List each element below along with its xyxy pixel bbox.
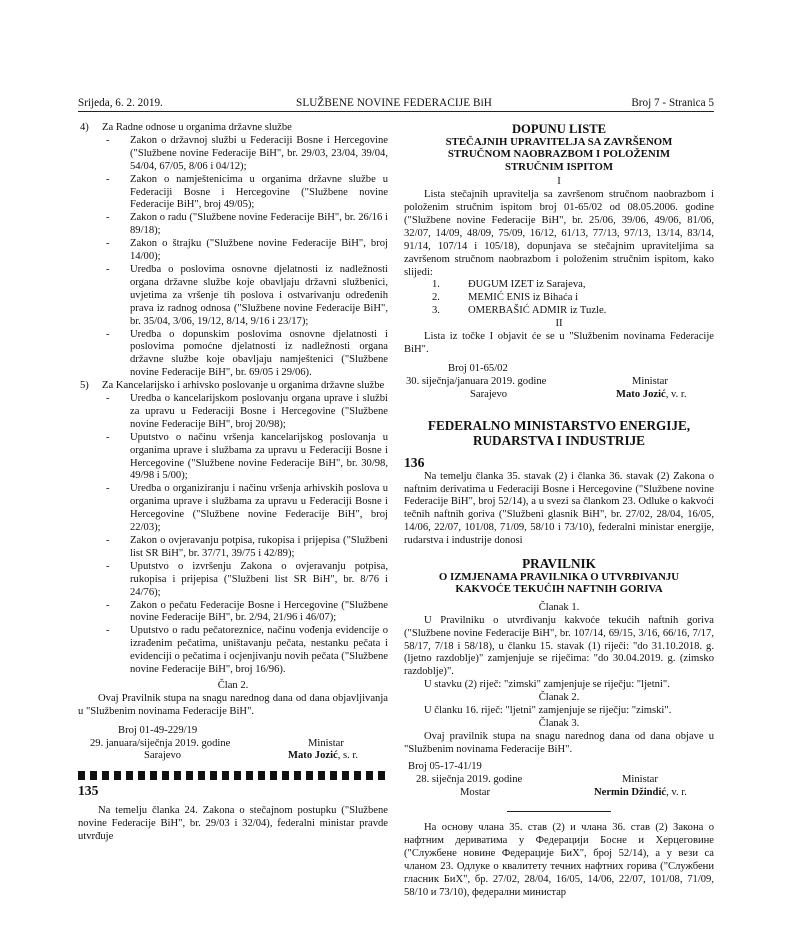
language-separator	[507, 811, 611, 812]
decision-number-136: 136	[404, 454, 425, 470]
decision-number: Broj 01-49-229/19	[118, 724, 198, 736]
clanak-3-title: Članak 3.	[538, 718, 580, 729]
decision-136-intro: Na temelju članka 35. stavak (2) i članka 36. stavak (2) Zakona o naftnim derivatima u Federaciji Bosne i Hercegovine ("Službene novine Federacije BiH", broj 52/14), a u svezi sa člankom 23. Odluke o kakvoći tečnih naftnih goriva ("Službeni glasnik BiH", br. 27/02, 28/04, 16/05, 14/06, 22/07, 101/08, 71/09, 58/10 i 73/10), federalni ministar energije, rudarstva i industrije donosi	[404, 470, 714, 547]
signature-line-2	[404, 787, 714, 800]
cyrillic-intro: На основу члана 35. став (2) и члана 36. став (2) Закона о нафтним дериватима у Федерацији Босне и Херцеговине ("Службене новине Федерације БиХ", број 52/14), а у вези са чланом 23. Одлуке о квалитету течних нафтних горива ("Службени гласник БиХ", бр. 27/02, 28/04, 16/05, 14/06, 22/07, 101/08, 71/09, 58/10 и 73/10), федерални министар	[404, 822, 714, 898]
header-date: Srijeda, 6. 2. 2019.	[78, 97, 163, 109]
header-publication: SLUŽBENE NOVINE FEDERACIJE BiH	[296, 97, 492, 109]
roman-numeral-2: II	[555, 318, 563, 330]
list-item: - Uredba o poslovima osnovne djelatnosti iz nadležnosti organa državne službe koje obavljaju državni službenici, uvjetima za vršenje tih poslova i ostvarivanju određenih prava iz radnog odnosa ("Službene novine Federacije BiH", br. 35/04, 3/06, 19/12, 8/14, 9/16 i 23/17);	[106, 263, 388, 327]
section-4-title: Za Radne odnose u organima državne službe	[102, 122, 292, 133]
pravilnik-subtitle: O IZMJENAMA PRAVILNIKA O UTVRĐIVANJU KAKVOĆE TEKUĆIH NAFTNIH GORIVA	[438, 571, 680, 596]
minister-signature: Mato Jozić, s. r.	[288, 750, 359, 762]
section-5	[78, 380, 388, 393]
list-item: - Zakon o radu ("Službene novine Federacije BiH", br. 26/16 i 89/18);	[106, 212, 388, 237]
list-item: 1. ĐUGUM IZET iz Sarajeva,	[432, 279, 586, 291]
signature-line-1	[78, 738, 388, 751]
minister-signature: Mato Jozić, v. r.	[616, 388, 687, 400]
list-item: - Zakon o pečatu Federacije Bosne i Hercegovine ("Službene novine Federacije BiH", br. 2/94, 21/96 i 46/07);	[106, 599, 388, 624]
list-item: - Zakon o ovjeravanju potpisa, rukopisa i prijepisa ("Službeni list SR BiH", br. 37/71, 39/75 i 42/89);	[106, 535, 388, 559]
minister-label: Ministar	[622, 773, 658, 785]
ministry-heading: FEDERALNO MINISTARSTVO ENERGIJE, RUDARSTVA I INDUSTRIJE	[427, 417, 691, 448]
pravilnik-place: Mostar	[460, 786, 491, 798]
section-4	[78, 122, 388, 135]
list-item: - Uputstvo o radu pečatoreznice, načinu vođenja evidencije o izrađenim pečatima, uništavanju pečata, nestanku pečata i evidenciji o pečatima i ocjenjivanju novih pečata ("Službene novine Federacije BiH", broj 16/96).	[106, 625, 388, 676]
minister-signature: Nermin Džindić, v. r.	[594, 786, 687, 798]
list-item: - Uredba o kancelarijskom poslovanju organa uprave i službi za upravu u Federaciji Bosne i Hercegovine ("Službene novine Federacije BiH", broj 20/98);	[106, 393, 388, 430]
list-item: - Uputstvo o načinu vršenja kancelarijskog poslovanja u organima uprave i službama za upravu u Federaciji Bosne i Hercegovine ("Službene novine Federacije BiH", br. 30/98, 49/98 i 5/00);	[106, 431, 388, 482]
list-item: 2. MEMIĆ ENIS iz Bihaća i	[432, 292, 579, 304]
decision-place: Sarajevo	[144, 750, 182, 762]
clan-2-text: Ovaj Pravilnik stupa na snagu narednog dana od dana objavljivanja u "Službenim novinama Federacije BiH".	[78, 692, 388, 717]
pravilnik-title: PRAVILNIK	[522, 556, 596, 572]
decision-135-intro: Na temelju članka 24. Zakona o stečajnom postupku ("Službene novine Federacije BiH", br. 29/03 i 32/04), federalni ministar pravde utvrđuje	[78, 805, 388, 843]
section-4-number: 4)	[80, 122, 89, 133]
header-rule	[78, 111, 714, 112]
list-item: - Uputstvo o izvršenju Zakona o ovjeravanju potpisa, rukopisa i prijepisa ("Službeni list SR BiH", br. 8/76 i 24/76);	[106, 560, 388, 598]
list-decision-number: Broj 01-65/02	[448, 362, 508, 374]
signature-line-1	[404, 774, 714, 787]
signature-line-2	[404, 389, 714, 402]
list-item: - Zakon o državnoj službi u Federaciji Bosne i Hercegovine ("Službene novine Federacije BiH", br. 29/03, 23/04, 39/04, 54/04, 67/05, 8/06 i 04/12);	[106, 134, 388, 172]
clanak-3-text: Ovaj pravilnik stupa na snagu narednog dana od dana objave u "Službenim novinama Federacije BiH".	[404, 730, 714, 755]
roman-numeral-1: I	[557, 176, 561, 188]
list-paragraph-2: Lista iz točke I objavit će se u "Službenim novinama Federacije BiH".	[404, 331, 714, 355]
document-page	[78, 96, 714, 938]
minister-label: Ministar	[308, 737, 344, 749]
header-page-number: Broj 7 - Stranica 5	[631, 97, 714, 109]
section-5-number: 5)	[80, 380, 89, 392]
list-item: 3. OMERBAŠIĆ ADMIR iz Tuzle.	[432, 305, 607, 317]
list-item: - Uredba o dopunskim poslovima osnovne djelatnosti i poslovima pomoćne djelatnosti iz nadležnosti organa državne službe koje obavljaju namještenici ("Službene novine Federacije BiH", br. 69/05 i 29/06).	[106, 328, 388, 379]
clanak-1-text: U Pravilniku o utvrđivanju kakvoće tekućih naftnih goriva ("Službene novine Federacije BiH", br. 107/14, 69/15, 3/16, 66/16, 7/17, 58/17, 7/18 i 58/18), u članku 15. stavak (1) riječi: "do 31.10.2018. g. (ljetno razdoblje)" zamjenjuje se riječima: "do 30.04.2019. g. (zimsko razdoblje)".	[404, 614, 714, 678]
section-5-title: Za Kancelarijsko i arhivsko poslovanje u organima državne službe	[102, 380, 385, 392]
clanak-1-text-2: U stavku (2) riječ: "zimski" zamjenjuje se riječju: "ljetni".	[424, 679, 670, 691]
clan-2-title: Član 2.	[217, 679, 249, 691]
decision-number-135: 135	[78, 783, 99, 799]
list-item: - Uredba o organiziranju i načinu vršenja arhivskih poslova u organima uprave i službama za upravu u Federaciji Bosne i Hercegovine ("Službene novine Federacije BiH", broj 22/03);	[106, 483, 388, 534]
section-separator	[78, 771, 388, 780]
signature-line-1	[404, 376, 714, 389]
signature-line-2	[78, 750, 388, 763]
list-paragraph-1: Lista stečajnih upravitelja sa završenom stručnom naobrazbom i položenim stručnim ispitom broj 01-65/02 od 08.05.2006. godine ("Službene novine Federacije BiH", br. 25/06, 39/06, 49/06, 81/06, 32/07, 14/09, 48/09, 75/09, 16/12, 61/13, 77/13, 97/13, 13/14, 83/14, 91/14, 107/14 i 105/18), dopunjava se stečajnim upraviteljima sa završenom stručnom naobrazbom i položenim stručnim ispitom, kako slijedi:	[404, 189, 714, 278]
minister-label: Ministar	[632, 375, 668, 387]
clanak-2-title: Članak 2.	[538, 692, 580, 704]
list-item: - Zakon o štrajku ("Službene novine Federacije BiH", broj 14/00);	[106, 238, 388, 263]
list-decision-date: 30. siječnja/januara 2019. godine	[406, 375, 547, 387]
clanak-1-title: Članak 1.	[538, 601, 580, 613]
list-subheading: STEČAJNIH UPRAVITELJA SA ZAVRŠENOM STRUČNOM NAOBRAZBOM I POLOŽENIM STRUČNIM ISPITOM	[445, 136, 673, 173]
right-column	[404, 122, 714, 900]
page-header	[78, 96, 714, 112]
pravilnik-number: Broj 05-17-41/19	[408, 760, 482, 772]
clanak-2-text: U članku 16. riječ: "ljetni" zamjenjuje se riječju: "zimski".	[424, 705, 672, 717]
list-heading: DOPUNU LISTE	[511, 122, 607, 136]
list-decision-place: Sarajevo	[470, 388, 508, 400]
list-item: - Zakon o namještenicima u organima državne službe u Federaciji Bosne i Hercegovine ("Službene novine Federacije BiH", broj 49/05);	[106, 173, 388, 211]
left-column	[78, 122, 388, 844]
decision-date: 29. januara/siječnja 2019. godine	[90, 737, 231, 749]
pravilnik-date: 28. siječnja 2019. godine	[416, 773, 523, 785]
